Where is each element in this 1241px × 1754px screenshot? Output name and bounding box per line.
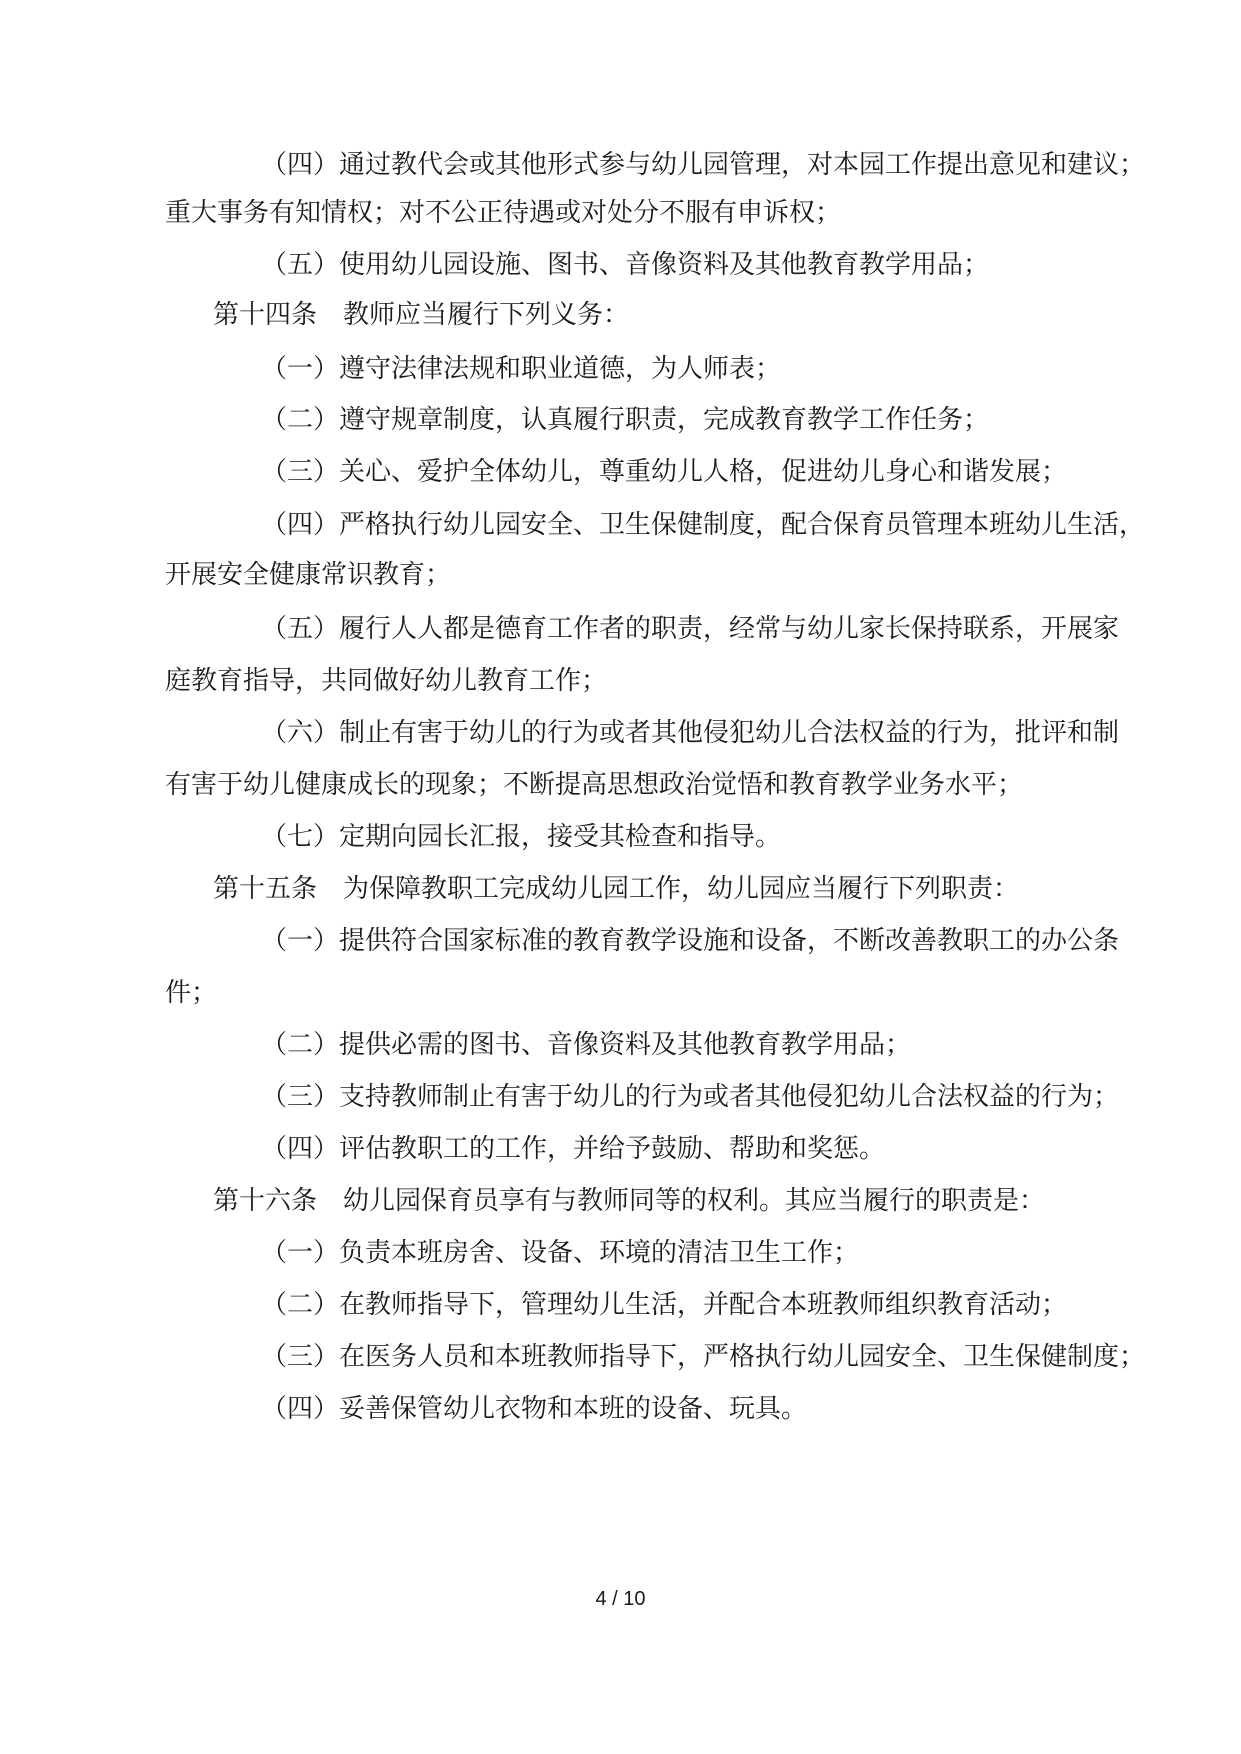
paragraph-line: （三）关心、爱护全体幼儿，尊重幼儿人格，促进幼儿身心和谐发展； bbox=[261, 457, 1068, 487]
paragraph-line: （四）通过教代会或其他形式参与幼儿园管理，对本园工作提出意见和建议； bbox=[261, 150, 1146, 180]
paragraph-line: 有害于幼儿健康成长的现象；不断提高思想政治觉悟和教育教学业务水平； bbox=[165, 770, 1024, 800]
paragraph-line: （一）提供符合国家标准的教育教学设施和设备，不断改善教职工的办公条 bbox=[261, 926, 1120, 956]
paragraph-line: （一）遵守法律法规和职业道德，为人师表； bbox=[261, 354, 782, 384]
article-heading: 第十五条 为保障教职工完成幼儿园工作，幼儿园应当履行下列职责： bbox=[213, 874, 1020, 904]
paragraph-line: （二）遵守规章制度，认真履行职责，完成教育教学工作任务； bbox=[261, 405, 990, 435]
paragraph-line: （四）妥善保管幼儿衣物和本班的设备、玩具。 bbox=[261, 1394, 808, 1424]
paragraph-line: （一）负责本班房舍、设备、环境的清洁卫生工作； bbox=[261, 1238, 860, 1268]
paragraph-line: （二）提供必需的图书、音像资料及其他教育教学用品； bbox=[261, 1030, 912, 1060]
paragraph-line: （四）评估教职工的工作，并给予鼓励、帮助和奖惩。 bbox=[261, 1134, 886, 1164]
paragraph-line: 开展安全健康常识教育； bbox=[165, 560, 452, 590]
paragraph-line: 庭教育指导，共同做好幼儿教育工作； bbox=[165, 666, 608, 696]
paragraph-line: （五）履行人人都是德育工作者的职责，经常与幼儿家长保持联系，开展家 bbox=[261, 614, 1120, 644]
paragraph-line: （五）使用幼儿园设施、图书、音像资料及其他教育教学用品； bbox=[261, 250, 990, 280]
paragraph-line: （二）在教师指导下，管理幼儿生活，并配合本班教师组织教育活动； bbox=[261, 1290, 1068, 1320]
article-heading: 第十四条 教师应当履行下列义务： bbox=[213, 300, 630, 330]
paragraph-line: 重大事务有知情权；对不公正待遇或对处分不服有申诉权； bbox=[165, 198, 842, 228]
paragraph-line: （三）在医务人员和本班教师指导下，严格执行幼儿园安全、卫生保健制度； bbox=[261, 1342, 1146, 1372]
paragraph-line: （三）支持教师制止有害于幼儿的行为或者其他侵犯幼儿合法权益的行为； bbox=[261, 1082, 1120, 1112]
paragraph-line: 件； bbox=[165, 978, 218, 1008]
paragraph-line: （六）制止有害于幼儿的行为或者其他侵犯幼儿合法权益的行为，批评和制 bbox=[261, 718, 1120, 748]
page-number: 4 / 10 bbox=[595, 1588, 646, 1610]
article-heading: 第十六条 幼儿园保育员享有与教师同等的权利。其应当履行的职责是： bbox=[213, 1186, 1046, 1216]
paragraph-line: （七）定期向园长汇报，接受其检查和指导。 bbox=[261, 822, 782, 852]
paragraph-line: （四）严格执行幼儿园安全、卫生保健制度，配合保育员管理本班幼儿生活， bbox=[261, 510, 1146, 540]
